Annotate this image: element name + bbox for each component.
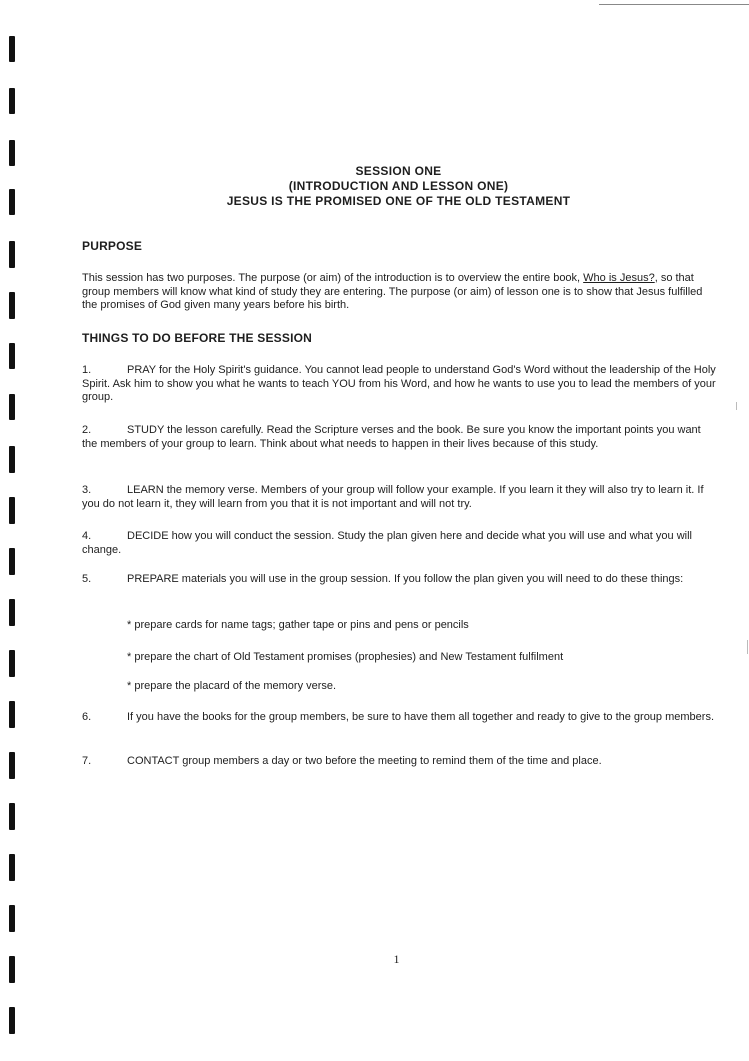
binding-hole [9, 752, 15, 779]
item-text: DECIDE how you will conduct the session. Study the plan given here and decide what you will use and what you will change. [82, 530, 692, 556]
list-item-3 [82, 484, 716, 511]
binding-hole [9, 599, 15, 626]
item-text: PREPARE materials you will use in the group session. If you follow the plan given you will need to do these things: [127, 573, 684, 585]
binding-hole [9, 701, 15, 728]
binding-hole [9, 650, 15, 677]
title-line-2: (INTRODUCTION AND LESSON ONE) [288, 179, 509, 193]
binding-hole [9, 241, 15, 268]
page-number: 1 [393, 952, 400, 966]
item-text: STUDY the lesson carefully. Read the Scripture verses and the book. Be sure you know the important points you want the members of your group to learn. Think about what needs to happen in their lives because of this study. [82, 424, 701, 450]
sub-item-1: * prepare cards for name tags; gather tape or pins and pens or pencils [127, 619, 469, 631]
list-item-1 [82, 364, 716, 405]
binding-hole [9, 140, 15, 166]
list-item-5 [82, 573, 716, 587]
item-number: 3. [82, 484, 92, 496]
binding-hole [9, 854, 15, 881]
binding-hole [9, 803, 15, 830]
item-number: 7. [82, 755, 92, 767]
binding-hole [9, 548, 15, 575]
item-number: 5. [82, 573, 92, 585]
title-line-1: SESSION ONE [355, 164, 442, 178]
session-title [0, 164, 749, 209]
book-title: Who is Jesus? [583, 272, 655, 284]
binding-hole [9, 497, 15, 524]
binding-hole [9, 36, 15, 62]
things-to-do-heading: THINGS TO DO BEFORE THE SESSION [82, 331, 313, 345]
scan-speck [736, 402, 737, 410]
item-number: 2. [82, 424, 92, 436]
item-text: If you have the books for the group members, be sure to have them all together and ready to give to the group members. [127, 711, 715, 723]
item-text: CONTACT group members a day or two before the meeting to remind them of the time and place. [127, 755, 602, 767]
purpose-paragraph [82, 272, 716, 313]
purpose-text-2: , so that group members will know what kind of study they are entering. The purpose (or aim) of lesson one is to show that Jesus fulfilled the promises of God given many years before his birth. [82, 272, 703, 311]
list-item-7 [82, 755, 716, 769]
item-text: LEARN the memory verse. Members of your group will follow your example. If you learn it they will also try to learn it. If you do not learn it, they will learn from you that it is not important and will not try. [82, 484, 704, 510]
scan-edge-line [599, 4, 749, 5]
scan-speck [747, 640, 748, 654]
item-number: 4. [82, 530, 92, 542]
binding-hole [9, 394, 15, 420]
binding-hole [9, 956, 15, 983]
binding-hole [9, 343, 15, 369]
binding-hole [9, 1007, 15, 1034]
list-item-6 [82, 711, 716, 725]
binding-hole [9, 905, 15, 932]
binding-hole [9, 292, 15, 319]
sub-item-3: * prepare the placard of the memory verse. [127, 680, 337, 692]
item-text: PRAY for the Holy Spirit's guidance. You cannot lead people to understand God's Word without the leadership of the Holy Spirit. Ask him to show you what he wants to teach YOU from his Word, and how he wants to use you to lead the members of your group. [82, 364, 716, 403]
binding-hole [9, 446, 15, 473]
purpose-text-1: This session has two purposes. The purpose (or aim) of the introduction is to overview the entire book, [82, 272, 584, 284]
purpose-heading: PURPOSE [82, 239, 143, 253]
title-line-3: JESUS IS THE PROMISED ONE OF THE OLD TESTAMENT [226, 194, 571, 208]
list-item-4 [82, 530, 716, 557]
item-number: 1. [82, 364, 92, 376]
item-number: 6. [82, 711, 92, 723]
binding-hole [9, 88, 15, 114]
list-item-2 [82, 424, 716, 451]
sub-item-2: * prepare the chart of Old Testament promises (prophesies) and New Testament fulfilment [127, 651, 564, 663]
